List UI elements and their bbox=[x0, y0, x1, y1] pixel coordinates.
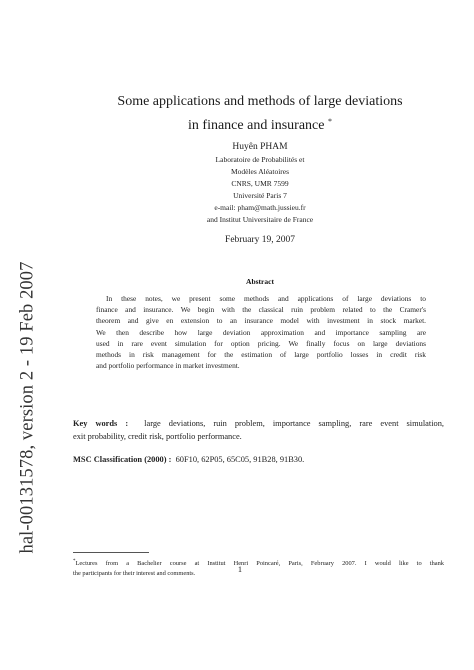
paper-title bbox=[70, 92, 450, 136]
keywords-label: Key words : bbox=[73, 419, 129, 428]
keywords-line-2: exit probability, credit risk, portfolio performance. bbox=[73, 431, 242, 441]
author-name: Huyên PHAM bbox=[232, 142, 288, 152]
abstract-line: used in rare event simulation for option pricing. We finally focus on large deviations bbox=[96, 338, 426, 348]
abstract-line: methods in risk management for the estimation of large portfolio losses in credit risk bbox=[96, 350, 426, 360]
title-line-1: Some applications and methods of large deviations bbox=[117, 94, 403, 109]
footnote-line-2: the participants for their interest and comments. bbox=[73, 569, 196, 577]
msc-classification bbox=[73, 454, 444, 467]
footnote-mark: * bbox=[73, 559, 76, 564]
title-footnote-mark: * bbox=[327, 117, 332, 126]
abstract-heading: Abstract bbox=[246, 277, 274, 286]
title-line-2 bbox=[70, 112, 450, 136]
keywords-line-1 bbox=[73, 418, 444, 431]
abstract-line: and portfolio performance in market investment. bbox=[96, 361, 240, 371]
hal-identifier: hal-00131578, version 2 - 19 Feb 2007 bbox=[17, 261, 38, 553]
paper-date: February 19, 2007 bbox=[225, 235, 295, 245]
abstract-body bbox=[96, 293, 426, 371]
page-number: 1 bbox=[237, 565, 243, 574]
affiliation-line: Université Paris 7 bbox=[233, 191, 287, 200]
footnote bbox=[73, 557, 444, 578]
msc-codes: 60F10, 62P05, 65C05, 91B28, 91B30. bbox=[175, 455, 305, 464]
footnote-rule bbox=[73, 552, 149, 553]
affiliation-line: and Institut Universitaire de France bbox=[206, 215, 314, 224]
footnote-text-1: Lectures from a Bachelier course at Institut Henri Poincaré, Paris, February 2007. I would like to thank bbox=[75, 560, 444, 567]
abstract-line: In these notes, we present some methods and applications of large deviations to bbox=[106, 294, 426, 303]
author-block bbox=[70, 141, 450, 226]
affiliation-line: Modèles Aléatoires bbox=[230, 167, 290, 176]
abstract-line: We then describe how large deviation approximation and importance sampling are bbox=[96, 327, 426, 337]
affiliation-line: Laboratoire de Probabilités et bbox=[215, 155, 305, 164]
author-email: e-mail: pham@math.jussieu.fr bbox=[214, 203, 306, 212]
keywords-text-1: large deviations, ruin problem, importance sampling, rare event simulation, bbox=[144, 419, 445, 428]
hal-side-stamp bbox=[8, 261, 48, 553]
keywords-section bbox=[73, 418, 444, 443]
title-line-2-text: in finance and insurance bbox=[188, 118, 325, 133]
abstract-line: finance and insurance. We begin with the classical ruin problem related to the Cramer's bbox=[96, 305, 426, 315]
affiliation-line: CNRS, UMR 7599 bbox=[231, 179, 289, 188]
footnote-line-1 bbox=[73, 557, 444, 569]
msc-label: MSC Classification (2000) : bbox=[73, 455, 172, 464]
abstract-line: theorem and give en extension to an insurance model with investment in stock market. bbox=[96, 316, 426, 326]
